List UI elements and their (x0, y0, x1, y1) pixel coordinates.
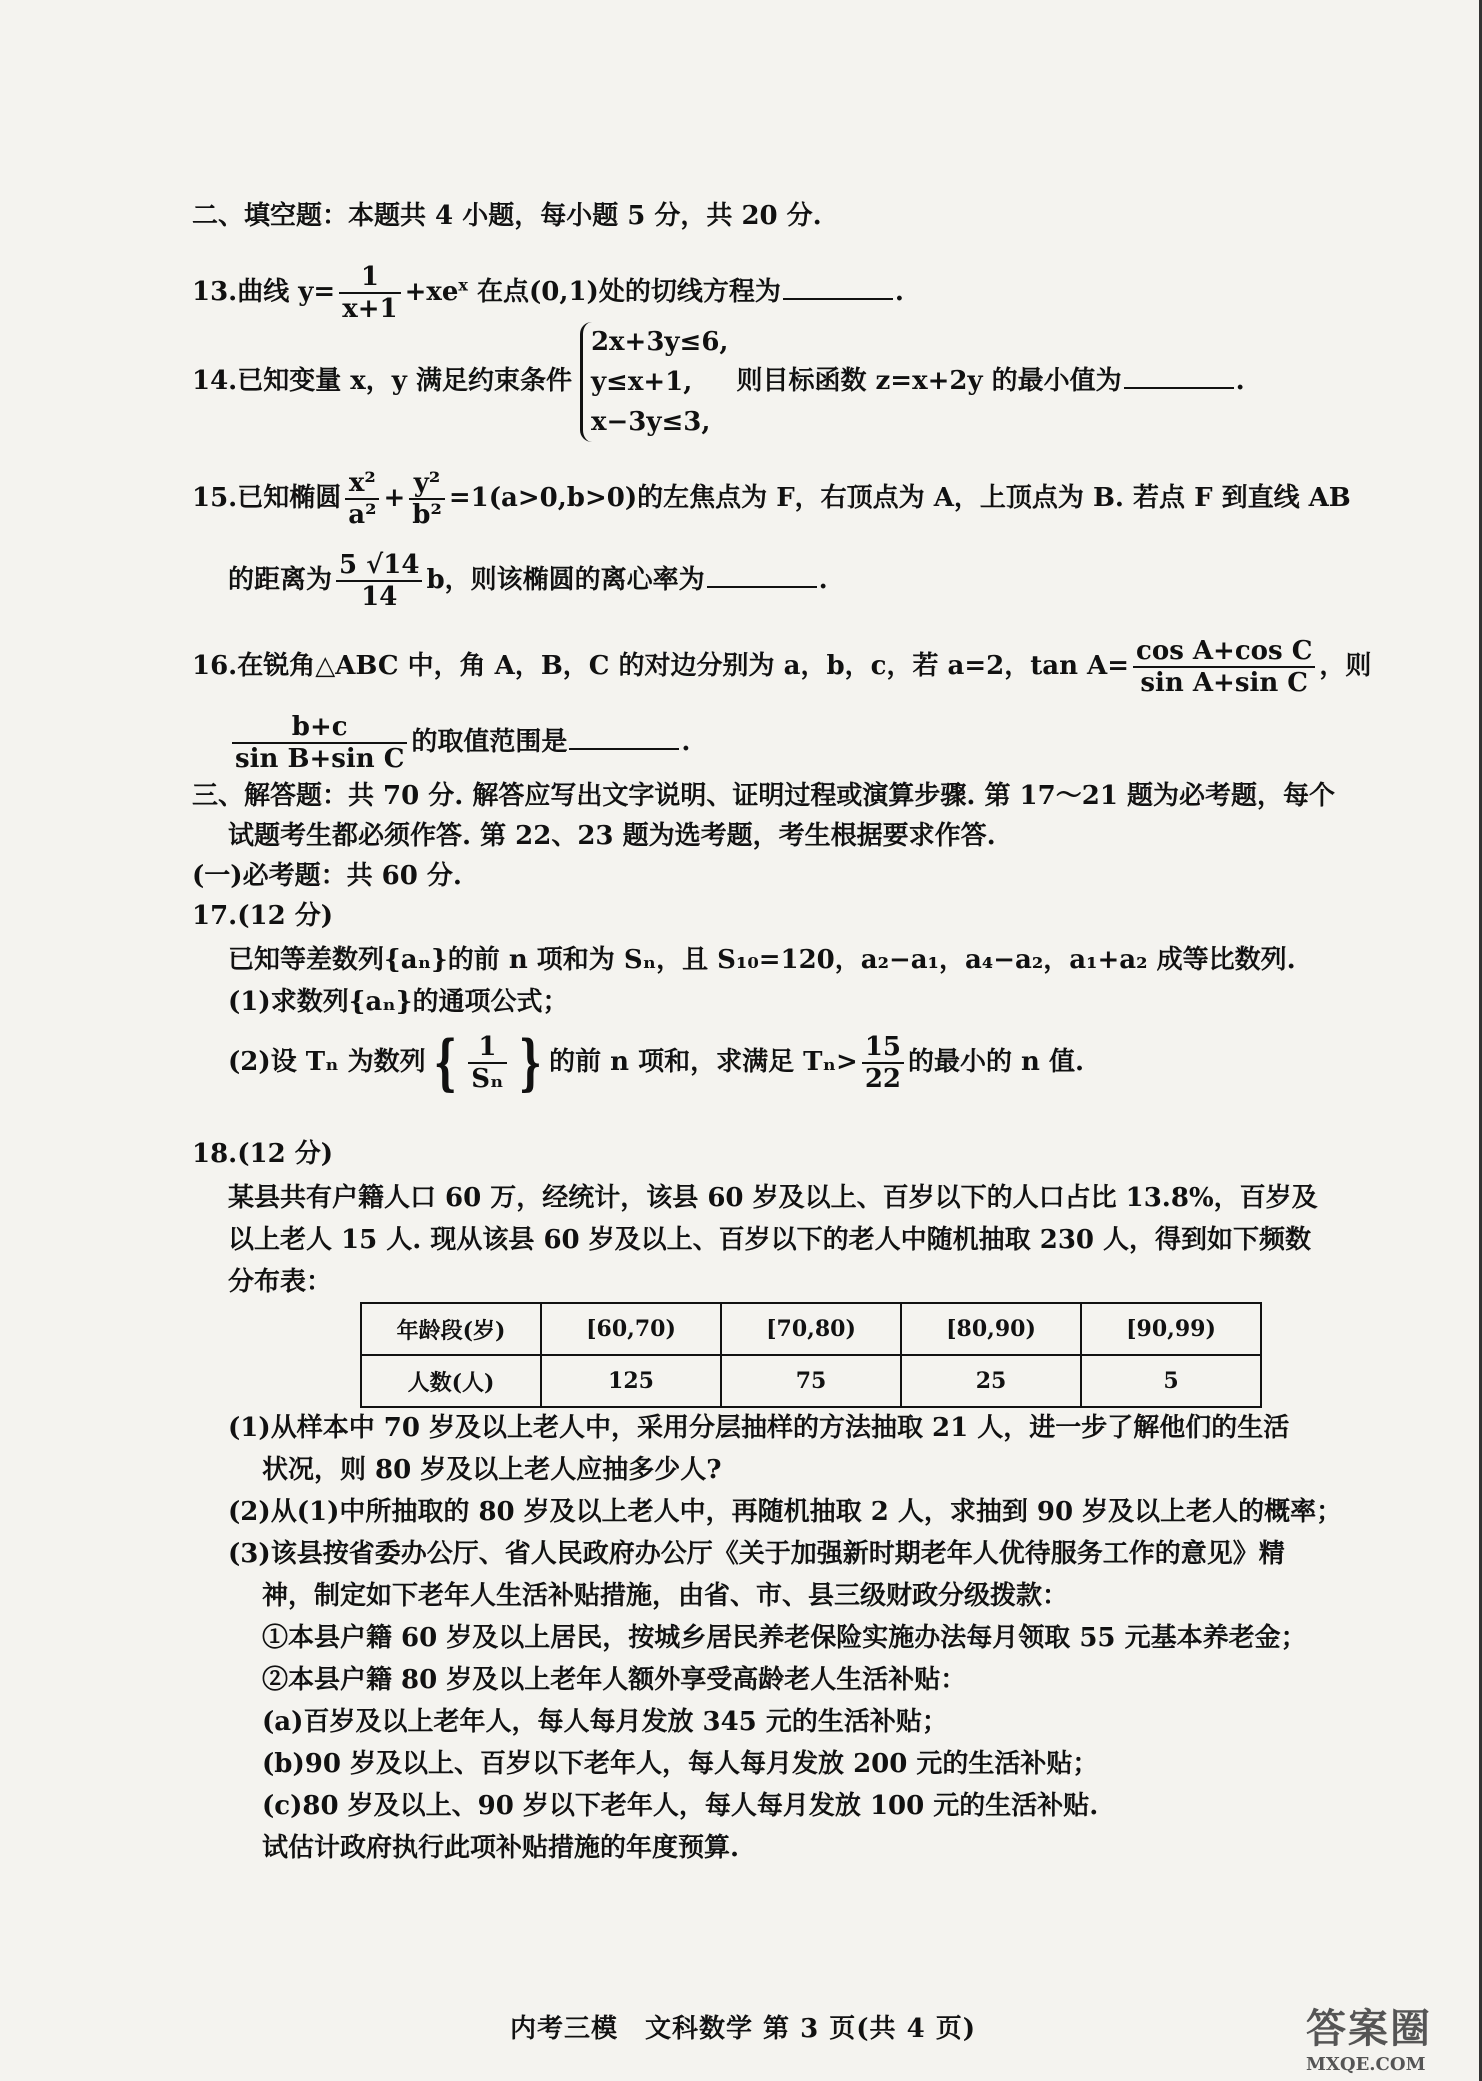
watermark-title: 答案圈 (1306, 2005, 1432, 2052)
q13-answer-blank[interactable] (783, 272, 893, 300)
q14-constraint-system (580, 322, 729, 442)
q17-heading: 17.(12 分) (192, 901, 334, 931)
q17-part2-text-c: 的最小的 n 值. (908, 1047, 1085, 1077)
table-row (361, 1355, 1261, 1407)
q17-seq-fraction (468, 1032, 506, 1094)
q14-constraint-2: y≤x+1, (590, 367, 693, 397)
q17-part2-text-b: 的前 n 项和，求满足 Tₙ> (549, 1047, 858, 1077)
section3-heading-line2: 试题考生都必须作答. 第 22、23 题为选考题，考生根据要求作答. (228, 821, 996, 851)
q18-sub3-line1: (3)该县按省委办公厅、省人民政府办公厅《关于加强新时期老年人优待服务工作的意见》精 (228, 1539, 1285, 1569)
q17-left-brace: { (433, 1028, 457, 1098)
q15-y-denominator: b² (412, 500, 442, 530)
q16-text-a: 16.在锐角△ABC 中，角 A，B，C 的对边分别为 a，b，c，若 a=2，tan A= (192, 651, 1130, 681)
part1-heading: (一)必考题：共 60 分. (192, 861, 462, 891)
section2-heading: 二、填空题：本题共 4 小题，每小题 5 分，共 20 分. (192, 201, 822, 231)
q15-x-denominator: a² (348, 500, 377, 530)
q16-ratio-fraction (232, 712, 407, 774)
q18-heading: 18.(12 分) (192, 1139, 334, 1169)
q14-text-b: 则目标函数 z=x+2y 的最小值为 (736, 366, 1122, 396)
q17-seq-denominator: Sₙ (471, 1064, 504, 1094)
q13-end: . (894, 277, 904, 307)
q13-numerator: 1 (339, 262, 400, 294)
question-15-line1 (192, 468, 1351, 530)
question-14 (192, 322, 1245, 442)
q17-bound-fraction (862, 1032, 904, 1094)
q18-sub3-item-a: (a)百岁及以上老年人，每人每月发放 345 元的生活补贴； (262, 1707, 948, 1737)
q18-para3: 分布表： (228, 1267, 333, 1297)
question-16-line2 (228, 712, 690, 774)
q16-tan-denominator: sin A+sin C (1140, 668, 1308, 698)
q15-distance-fraction (336, 550, 422, 612)
q15-answer-blank[interactable] (707, 560, 817, 588)
q17-line1: 已知等差数列{aₙ}的前 n 项和为 Sₙ，且 S₁₀=120，a₂−a₁，a₄−a₂，a₁+a₂ 成等比数列. (228, 945, 1296, 975)
q14-answer-blank[interactable] (1124, 361, 1234, 389)
q18-sub1-line2: 状况，则 80 岁及以上老人应抽多少人? (262, 1455, 722, 1485)
q18-sub3-line2: 神，制定如下老年人生活补贴措施，由省、市、县三级财政分级拨款： (262, 1581, 1069, 1611)
q14-constraint-1: 2x+3y≤6, (590, 327, 729, 357)
q18-para2: 以上老人 15 人. 现从该县 60 岁及以上、百岁以下的老人中随机抽取 230 人，得到如下频数 (228, 1225, 1312, 1255)
table-header-cell: 人数(人) (361, 1355, 541, 1407)
table-cell: [70,80) (721, 1303, 901, 1355)
q15-distance-denominator: 14 (361, 582, 398, 612)
q15-text-a: 15.已知椭圆 (192, 483, 342, 513)
question-15-line2 (228, 550, 828, 612)
q15-y-numerator: y² (409, 468, 445, 500)
q18-sub3-item2: ②本县户籍 80 岁及以上老年人额外享受高龄老人生活补贴： (262, 1665, 967, 1695)
q16-tan-numerator: cos A+cos C (1133, 636, 1315, 668)
watermark-logo (1306, 1997, 1476, 2075)
q13-text-c: 在点(0,1)处的切线方程为 (467, 277, 781, 307)
q16-answer-blank[interactable] (569, 722, 679, 750)
table-cell: [90,99) (1081, 1303, 1261, 1355)
q14-text-a: 14.已知变量 x，y 满足约束条件 (192, 366, 572, 396)
table-cell: 25 (901, 1355, 1081, 1407)
table-cell: 125 (541, 1355, 721, 1407)
table-cell: 75 (721, 1355, 901, 1407)
q16-text-c: 的取值范围是 (411, 727, 568, 757)
question-16-line1 (192, 636, 1371, 698)
table-row (361, 1303, 1261, 1355)
q15-x-numerator: x² (345, 468, 379, 500)
q17-right-brace: } (518, 1028, 542, 1098)
q17-bound-numerator: 15 (862, 1032, 904, 1064)
q18-sub3-final: 试估计政府执行此项补贴措施的年度预算. (262, 1833, 740, 1863)
q18-sub3-item-b: (b)90 岁及以上、百岁以下老年人，每人每月发放 200 元的生活补贴； (262, 1749, 1099, 1779)
q14-end: . (1235, 366, 1245, 396)
table-cell: [60,70) (541, 1303, 721, 1355)
q17-part1: (1)求数列{aₙ}的通项公式； (228, 987, 569, 1017)
q15-text-d: b，则该椭圆的离心率为 (426, 565, 705, 595)
q15-fraction-y (409, 468, 445, 530)
q13-superscript: x (458, 275, 468, 295)
q16-ratio-numerator: b+c (232, 712, 407, 744)
q13-text-a: 13.曲线 y= (192, 277, 336, 307)
q16-ratio-denominator: sin B+sin C (235, 744, 405, 774)
q15-fraction-x (345, 468, 379, 530)
q13-denominator: x+1 (342, 294, 398, 324)
q18-para1: 某县共有户籍人口 60 万，经统计，该县 60 岁及以上、百岁以下的人口占比 13.8%，百岁及 (228, 1183, 1318, 1213)
q17-part2 (228, 1028, 1085, 1098)
q17-part2-text-a: (2)设 Tₙ 为数列 (228, 1047, 426, 1077)
q14-constraint-3: x−3y≤3, (590, 407, 711, 437)
q16-tan-fraction (1133, 636, 1315, 698)
q18-sub2: (2)从(1)中所抽取的 80 岁及以上老人中，再随机抽取 2 人，求抽到 90 岁及以上老人的概率； (228, 1497, 1343, 1527)
frequency-table (360, 1302, 1262, 1408)
q13-text-b: +xe (404, 277, 459, 307)
q15-plus: + (383, 483, 406, 513)
section3-heading-line1: 三、解答题：共 70 分. 解答应写出文字说明、证明过程或演算步骤. 第 17～21 题为必考题，每个 (192, 781, 1335, 811)
q18-sub1-line1: (1)从样本中 70 岁及以上老人中，采用分层抽样的方法抽取 21 人，进一步了解他们的生活 (228, 1413, 1290, 1443)
q17-seq-numerator: 1 (468, 1032, 506, 1064)
table-header-cell: 年龄段(岁) (361, 1303, 541, 1355)
watermark-url: MXQE.COM (1306, 2054, 1426, 2075)
q18-sub3-item1: ①本县户籍 60 岁及以上居民，按城乡居民养老保险实施办法每月领取 55 元基本养老金； (262, 1623, 1307, 1653)
q15-text-b: =1(a>0,b>0)的左焦点为 F，右顶点为 A，上顶点为 B. 若点 F 到直线 AB (448, 483, 1351, 513)
question-13 (192, 262, 904, 324)
q17-bound-denominator: 22 (864, 1064, 901, 1094)
q15-distance-numerator: 5 √14 (336, 550, 422, 582)
page-footer: 内考三模 文科数学 第 3 页(共 4 页) (510, 2014, 977, 2044)
table-cell: 5 (1081, 1355, 1261, 1407)
q13-fraction (339, 262, 400, 324)
q15-end: . (818, 565, 828, 595)
q18-sub3-item-c: (c)80 岁及以上、90 岁以下老年人，每人每月发放 100 元的生活补贴. (262, 1791, 1099, 1821)
q15-text-c: 的距离为 (228, 565, 333, 595)
q16-end: . (681, 727, 691, 757)
q16-text-b: ，则 (1319, 651, 1372, 681)
table-cell: [80,90) (901, 1303, 1081, 1355)
